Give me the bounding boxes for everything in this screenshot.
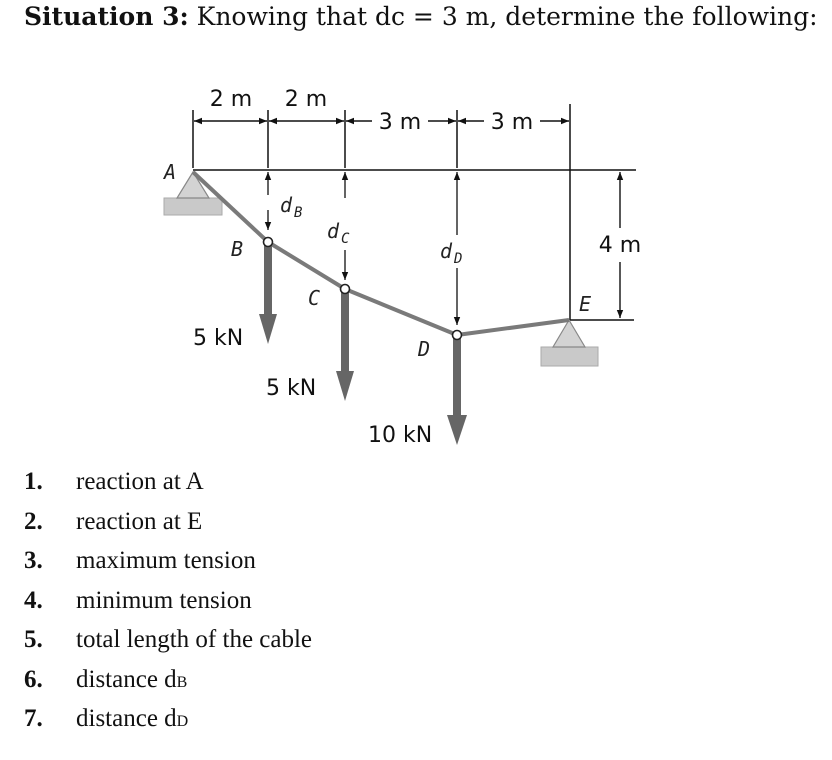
point-b-label: B (231, 237, 244, 261)
sag-c-label: d $_C$ (327, 219, 350, 247)
question-item (24, 699, 312, 739)
question-number: 4. (24, 586, 43, 614)
question-subscript: B (176, 673, 188, 691)
question-item (24, 462, 312, 502)
question-number: 2. (24, 507, 43, 535)
question-item (24, 581, 312, 621)
question-item (24, 660, 312, 700)
question-number: 6. (24, 665, 43, 693)
question-text: total length of the cable (76, 626, 313, 653)
question-item (24, 541, 312, 581)
title-lead: Situation 3: (24, 2, 189, 31)
support-e (541, 320, 598, 366)
cable (193, 172, 569, 335)
sag-arrows (268, 172, 457, 325)
question-list (24, 462, 312, 739)
question-text: distance d (76, 705, 177, 732)
dim-de-label: 3 m (490, 110, 534, 135)
dim-height-label: 4 m (598, 233, 642, 258)
dim-cd-label: 3 m (378, 110, 422, 135)
question-item (24, 502, 312, 542)
point-a-label: A (164, 160, 177, 184)
point-e-label: E (579, 292, 592, 316)
point-c-label: C (308, 286, 321, 310)
load-c-label: 5 kN (266, 376, 317, 401)
extension-lines (193, 104, 570, 320)
load-b-label: 5 kN (193, 326, 244, 351)
question-number: 5. (24, 626, 43, 653)
question-text: minimum tension (76, 586, 252, 614)
question-item (24, 620, 312, 660)
dim-ab-label: 2 m (209, 87, 253, 112)
question-number: 7. (24, 705, 43, 732)
question-text: reaction at A (76, 468, 204, 495)
load-d-label: 10 kN (368, 423, 433, 448)
question-subscript: D (176, 713, 189, 730)
question-text: maximum tension (76, 547, 256, 574)
dim-bc-label: 2 m (284, 87, 328, 112)
question-text: distance d (76, 665, 177, 693)
question-number: 1. (24, 468, 43, 495)
load-arrows (259, 244, 467, 445)
point-d-label: D (418, 337, 431, 361)
sag-d-label: d $_D$ (440, 239, 463, 267)
sag-b-label: d $_B$ (280, 193, 303, 221)
question-number: 3. (24, 547, 43, 574)
question-text: reaction at E (76, 507, 203, 535)
title-text: Knowing that dc = 3 m, determine the following: (196, 2, 818, 31)
